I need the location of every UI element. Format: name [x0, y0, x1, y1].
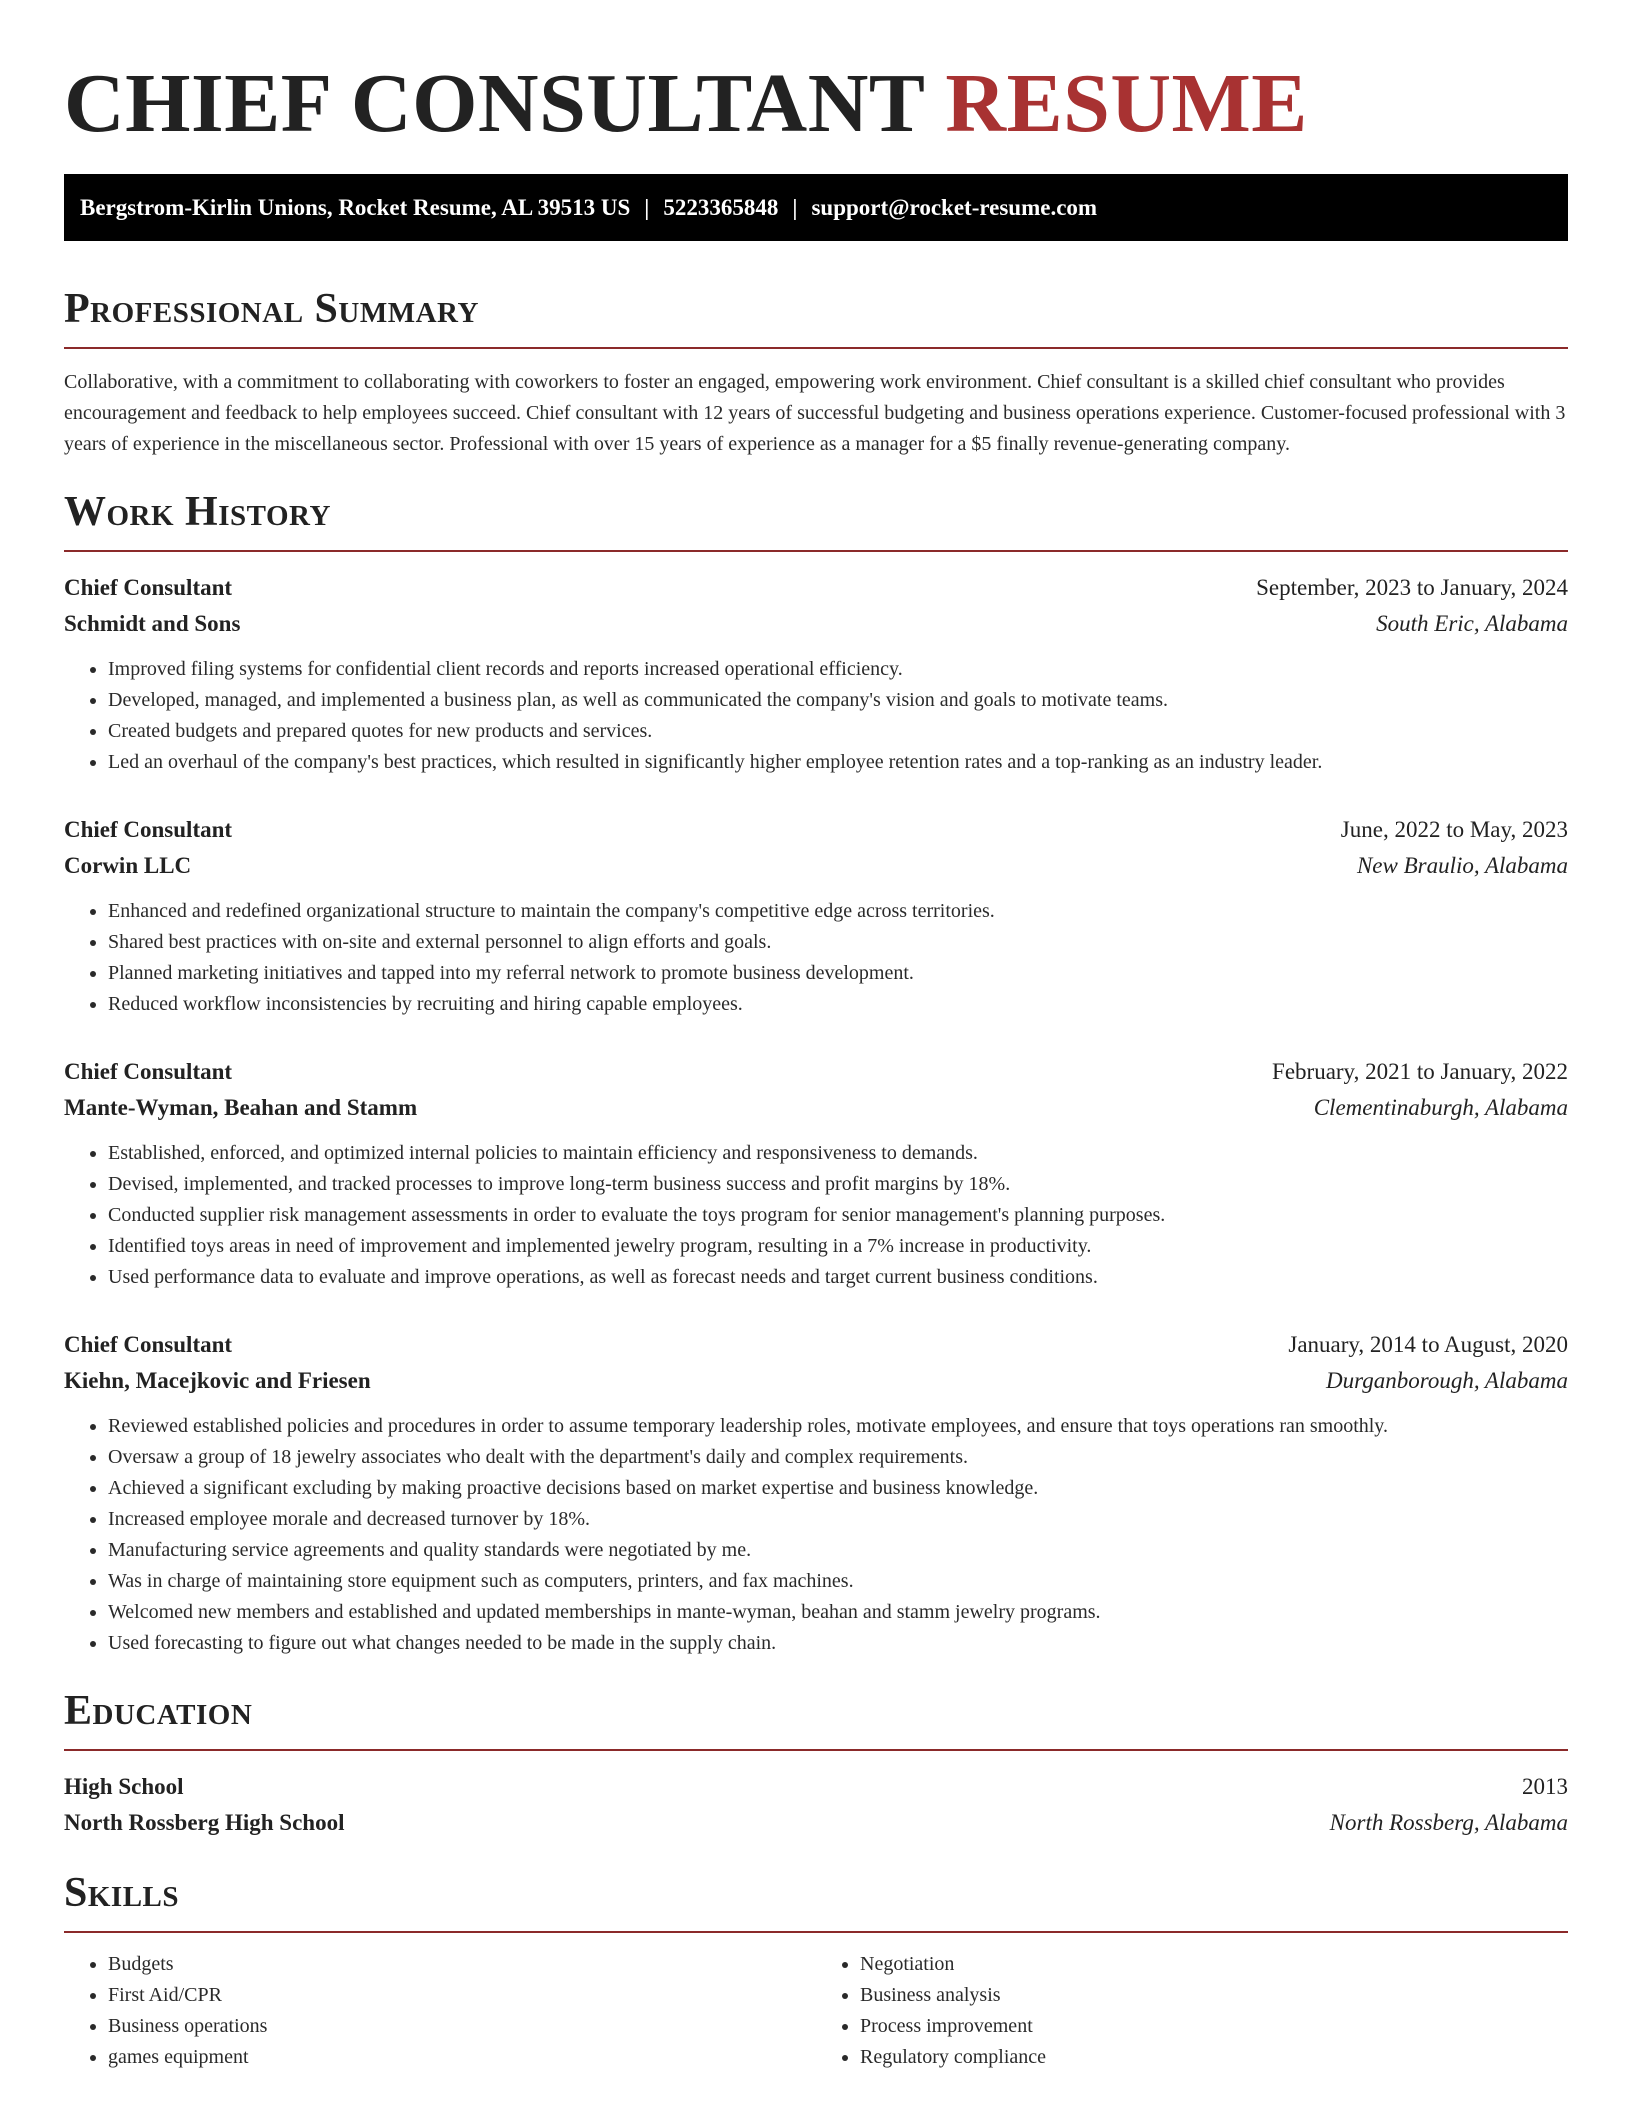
skills-list-right [816, 1949, 1568, 2073]
skill-item: • Process improvement [860, 2011, 1568, 2042]
education-year: 2013 [1522, 1774, 1568, 1799]
skills-heading: Skills [64, 1870, 180, 1916]
job-title: Chief Consultant [64, 575, 233, 600]
entry-row [64, 570, 1568, 606]
title-main: CHIEF CONSULTANT [64, 57, 924, 150]
job-bullet: • Improved filing systems for confidential client records and reports increased operational efficiency. [108, 654, 1568, 685]
job-bullet: • Oversaw a group of 18 jewelry associates who dealt with the department's daily and complex requirements. [108, 1442, 1568, 1473]
job-bullet: • Conducted supplier risk management assessments in order to evaluate the toys program for senior management's planning purposes. [108, 1200, 1568, 1231]
skills-columns [64, 1949, 1568, 2073]
contact-bar [64, 174, 1568, 241]
education-entry [64, 1769, 1568, 1841]
skill-item: • Negotiation [860, 1949, 1568, 1980]
job-bullet: • Planned marketing initiatives and tapped into my referral network to promote business development. [108, 958, 1568, 989]
job-company: Kiehn, Macejkovic and Friesen [64, 1368, 371, 1393]
job-company: Schmidt and Sons [64, 611, 241, 636]
job-company: Mante-Wyman, Beahan and Stamm [64, 1095, 418, 1120]
summary-text: Collaborative, with a commitment to collaborating with coworkers to foster an engaged, empowering work environment. Chief consultant is a skilled chief consultant who provides encouragement and feedback to help employees succeed. Chief consultant with 12 years of successful budgeting and business operations experience. Customer-focused professional with 3 years of experience in the miscellaneous sector. Professional with over 15 years of experience as a manager for a $5 finally revenue-generating company. [64, 371, 1566, 455]
education-location: North Rossberg, Alabama [1329, 1810, 1568, 1835]
entry-row [64, 848, 1568, 884]
section-divider [64, 1931, 1568, 1933]
job-bullets [64, 1138, 1568, 1293]
job-location: Clementinaburgh, Alabama [1313, 1095, 1568, 1120]
job-entry [64, 570, 1568, 778]
contact-phone[interactable]: 5223365848 [663, 194, 779, 220]
job-bullet: • Used performance data to evaluate and improve operations, as well as forecast needs and target current business conditions. [108, 1262, 1568, 1293]
job-entry [64, 812, 1568, 1020]
section-divider [64, 347, 1568, 349]
job-location: New Braulio, Alabama [1356, 853, 1568, 878]
entry-row [64, 1805, 1568, 1841]
job-company: Corwin LLC [64, 853, 192, 878]
job-bullet: • Shared best practices with on-site and external personnel to align efforts and goals. [108, 927, 1568, 958]
skill-item: • Budgets [108, 1949, 816, 1980]
entry-row [64, 812, 1568, 848]
title-accent: RESUME [945, 57, 1308, 150]
job-bullet: • Increased employee morale and decreased turnover by 18%. [108, 1504, 1568, 1535]
job-dates: September, 2023 to January, 2024 [1256, 575, 1568, 600]
skills-list-left [64, 1949, 816, 2073]
education-heading: Education [64, 1688, 253, 1734]
education-school: North Rossberg High School [64, 1810, 345, 1835]
entry-row [64, 1363, 1568, 1399]
entry-row [64, 1054, 1568, 1090]
job-bullet: • Used forecasting to figure out what changes needed to be made in the supply chain. [108, 1628, 1568, 1659]
contact-address: Bergstrom-Kirlin Unions, Rocket Resume, AL 39513 US [80, 194, 631, 220]
resume-title [64, 56, 1568, 152]
job-bullet: • Enhanced and redefined organizational structure to maintain the company's competitive edge across territories. [108, 896, 1568, 927]
job-dates: January, 2014 to August, 2020 [1288, 1332, 1568, 1357]
skill-item: • Business analysis [860, 1980, 1568, 2011]
work-history-heading: Work History [64, 489, 331, 535]
job-bullets [64, 896, 1568, 1020]
job-bullet: • Welcomed new members and established and updated memberships in mante-wyman, beahan and stamm jewelry programs. [108, 1597, 1568, 1628]
job-location: South Eric, Alabama [1376, 611, 1568, 636]
contact-email[interactable]: support@rocket-resume.com [811, 194, 1098, 220]
summary-heading: Professional Summary [64, 286, 479, 332]
skill-item: • games equipment [108, 2042, 816, 2073]
entry-row [64, 1090, 1568, 1126]
job-bullet: • Identified toys areas in need of improvement and implemented jewelry program, resulting in a 7% increase in productivity. [108, 1231, 1568, 1262]
job-bullet: • Reduced workflow inconsistencies by recruiting and hiring capable employees. [108, 989, 1568, 1020]
section-divider [64, 550, 1568, 552]
entry-row [64, 1327, 1568, 1363]
education-list [64, 1769, 1568, 1841]
contact-separator: | [644, 194, 650, 220]
education-degree: High School [64, 1774, 184, 1799]
entry-row [64, 1769, 1568, 1805]
job-bullet: • Led an overhaul of the company's best practices, which resulted in significantly higher employee retention rates and a top-ranking as an industry leader. [108, 747, 1568, 778]
job-title: Chief Consultant [64, 817, 233, 842]
job-bullets [64, 654, 1568, 778]
entry-row [64, 606, 1568, 642]
work-history-list [64, 570, 1568, 1659]
job-bullet: • Was in charge of maintaining store equipment such as computers, printers, and fax machines. [108, 1566, 1568, 1597]
job-bullet: • Achieved a significant excluding by making proactive decisions based on market expertise and business knowledge. [108, 1473, 1568, 1504]
job-title: Chief Consultant [64, 1332, 233, 1357]
job-bullet: • Devised, implemented, and tracked processes to improve long-term business success and profit margins by 18%. [108, 1169, 1568, 1200]
contact-separator: | [792, 194, 798, 220]
job-bullet: • Created budgets and prepared quotes for new products and services. [108, 716, 1568, 747]
job-dates: February, 2021 to January, 2022 [1272, 1059, 1568, 1084]
section-divider [64, 1749, 1568, 1751]
job-bullet: • Established, enforced, and optimized internal policies to maintain efficiency and responsiveness to demands. [108, 1138, 1568, 1169]
job-entry [64, 1054, 1568, 1293]
job-entry [64, 1327, 1568, 1659]
job-title: Chief Consultant [64, 1059, 233, 1084]
job-bullet: • Manufacturing service agreements and quality standards were negotiated by me. [108, 1535, 1568, 1566]
job-bullet: • Developed, managed, and implemented a business plan, as well as communicated the company's vision and goals to motivate teams. [108, 685, 1568, 716]
job-location: Durganborough, Alabama [1326, 1368, 1568, 1393]
skill-item: • Regulatory compliance [860, 2042, 1568, 2073]
skill-item: • Business operations [108, 2011, 816, 2042]
job-dates: June, 2022 to May, 2023 [1340, 817, 1568, 842]
skill-item: • First Aid/CPR [108, 1980, 816, 2011]
job-bullets [64, 1411, 1568, 1659]
job-bullet: • Reviewed established policies and procedures in order to assume temporary leadership roles, motivate employees, and ensure that toys operations ran smoothly. [108, 1411, 1568, 1442]
